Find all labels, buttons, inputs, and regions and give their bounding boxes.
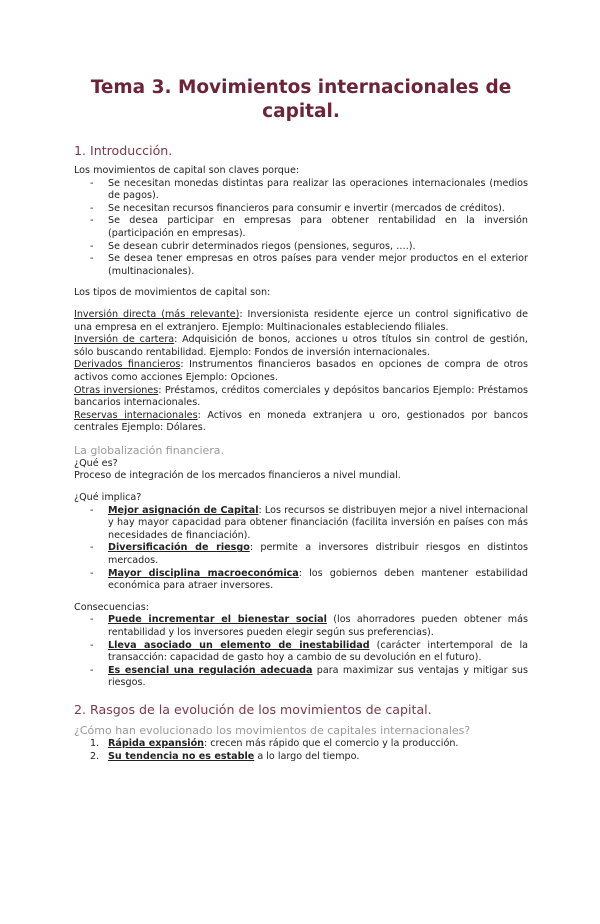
type-definition: Otras inversiones: Préstamos, créditos comerciales y depósitos bancarios Ejemplo: Préstamos bancarios internacionales. <box>74 384 528 409</box>
type-term: Inversión directa (más relevante) <box>74 308 240 320</box>
answer: Proceso de integración de los mercados financieros a nivel mundial. <box>74 470 401 482</box>
evolution-list <box>74 738 528 763</box>
list-item: - Se desea tener empresas en otros países para vender mejor productos en el exterior (multinacionales). <box>108 253 528 278</box>
document-title: Tema 3. Movimientos internacionales de capital. <box>90 77 512 122</box>
type-term: Otras inversiones <box>74 384 159 396</box>
reasons-list <box>74 178 528 279</box>
implications-list <box>74 505 528 593</box>
types-intro: Los tipos de movimientos de capital son: <box>74 287 271 299</box>
consequences-label: Consecuencias: <box>74 601 149 613</box>
type-definition: Reservas internacionales: Activos en moneda extranjera u oro, gestionados por bancos centrales Ejemplo: Dólares. <box>74 409 528 434</box>
type-term: Derivados financieros <box>74 359 181 371</box>
document-page <box>0 76 600 924</box>
type-term: Reservas internacionales <box>74 409 198 421</box>
subheading-globalizacion: La globalización financiera. <box>74 443 225 457</box>
section-heading-rasgos: 2. Rasgos de la evolución de los movimientos de capital. <box>74 701 432 717</box>
list-item: - Se necesitan monedas distintas para realizar las operaciones internacionales (medios de pagos). <box>108 178 528 203</box>
list-item: - Se desea participar en empresas para obtener rentabilidad en la inversión (participación en empresas). <box>108 215 528 240</box>
section-heading-introduccion: 1. Introducción. <box>74 143 173 158</box>
list-item: - Se necesitan recursos financieros para consumir e invertir (mercados de créditos). <box>108 203 528 216</box>
subheading-evolucion: ¿Cómo han evolucionado los movimientos de capitales internacionales? <box>74 723 471 737</box>
list-item: - Puede incrementar el bienestar social (los ahorradores pueden obtener más rentabilidad y los inversores pueden elegir según sus preferencias). <box>108 614 528 639</box>
list-item: - Es esencial una regulación adecuada para maximizar sus ventajas y mitigar sus riesgos. <box>108 665 528 690</box>
list-item: - Mayor disciplina macroeconómica: los gobiernos deben mantener estabilidad económica para atraer inversores. <box>108 568 528 593</box>
question: ¿Qué es? <box>74 457 118 469</box>
question: ¿Qué implica? <box>74 492 142 504</box>
type-definition: Inversión directa (más relevante): Inversionista residente ejerce un control significativo de una empresa en el extranjero. Ejemplo: Multinacionales estableciendo filiales. <box>74 308 528 333</box>
list-item: - Diversificación de riesgo: permite a inversores distribuir riesgos en distintos mercados. <box>108 542 528 567</box>
type-term: Inversión de cartera <box>74 334 175 346</box>
list-item: - Lleva asociado un elemento de inestabilidad (carácter intertemporal de la transacción: capacidad de gasto hoy a cambio de su devolución en el futuro). <box>108 640 528 665</box>
type-definition: Derivados financieros: Instrumentos financieros basados en opciones de compra de otros activos como acciones Ejemplo: Opciones. <box>74 359 528 383</box>
consequences-list <box>74 614 528 690</box>
list-item: - Mejor asignación de Capital: Los recursos se distribuyen mejor a nivel internacional y hay mayor capacidad para obtener financiación (facilita inversión en países con más necesidades de financiación). <box>108 505 528 543</box>
intro-paragraph: Los movimientos de capital son claves porque: <box>74 165 300 176</box>
list-item: 1. Rápida expansión: crecen más rápido que el comercio y la producción. <box>90 737 459 749</box>
list-item: 2. Su tendencia no es estable a lo largo del tiempo. <box>90 750 360 762</box>
type-definition: Inversión de cartera: Adquisición de bonos, acciones u otros títulos sin control de gestión, sólo buscando rentabilidad. Ejemplo: Fondos de inversión internacionales. <box>74 334 528 358</box>
list-item: - Se desean cubrir determinados riegos (pensiones, seguros, ….). <box>108 241 528 254</box>
